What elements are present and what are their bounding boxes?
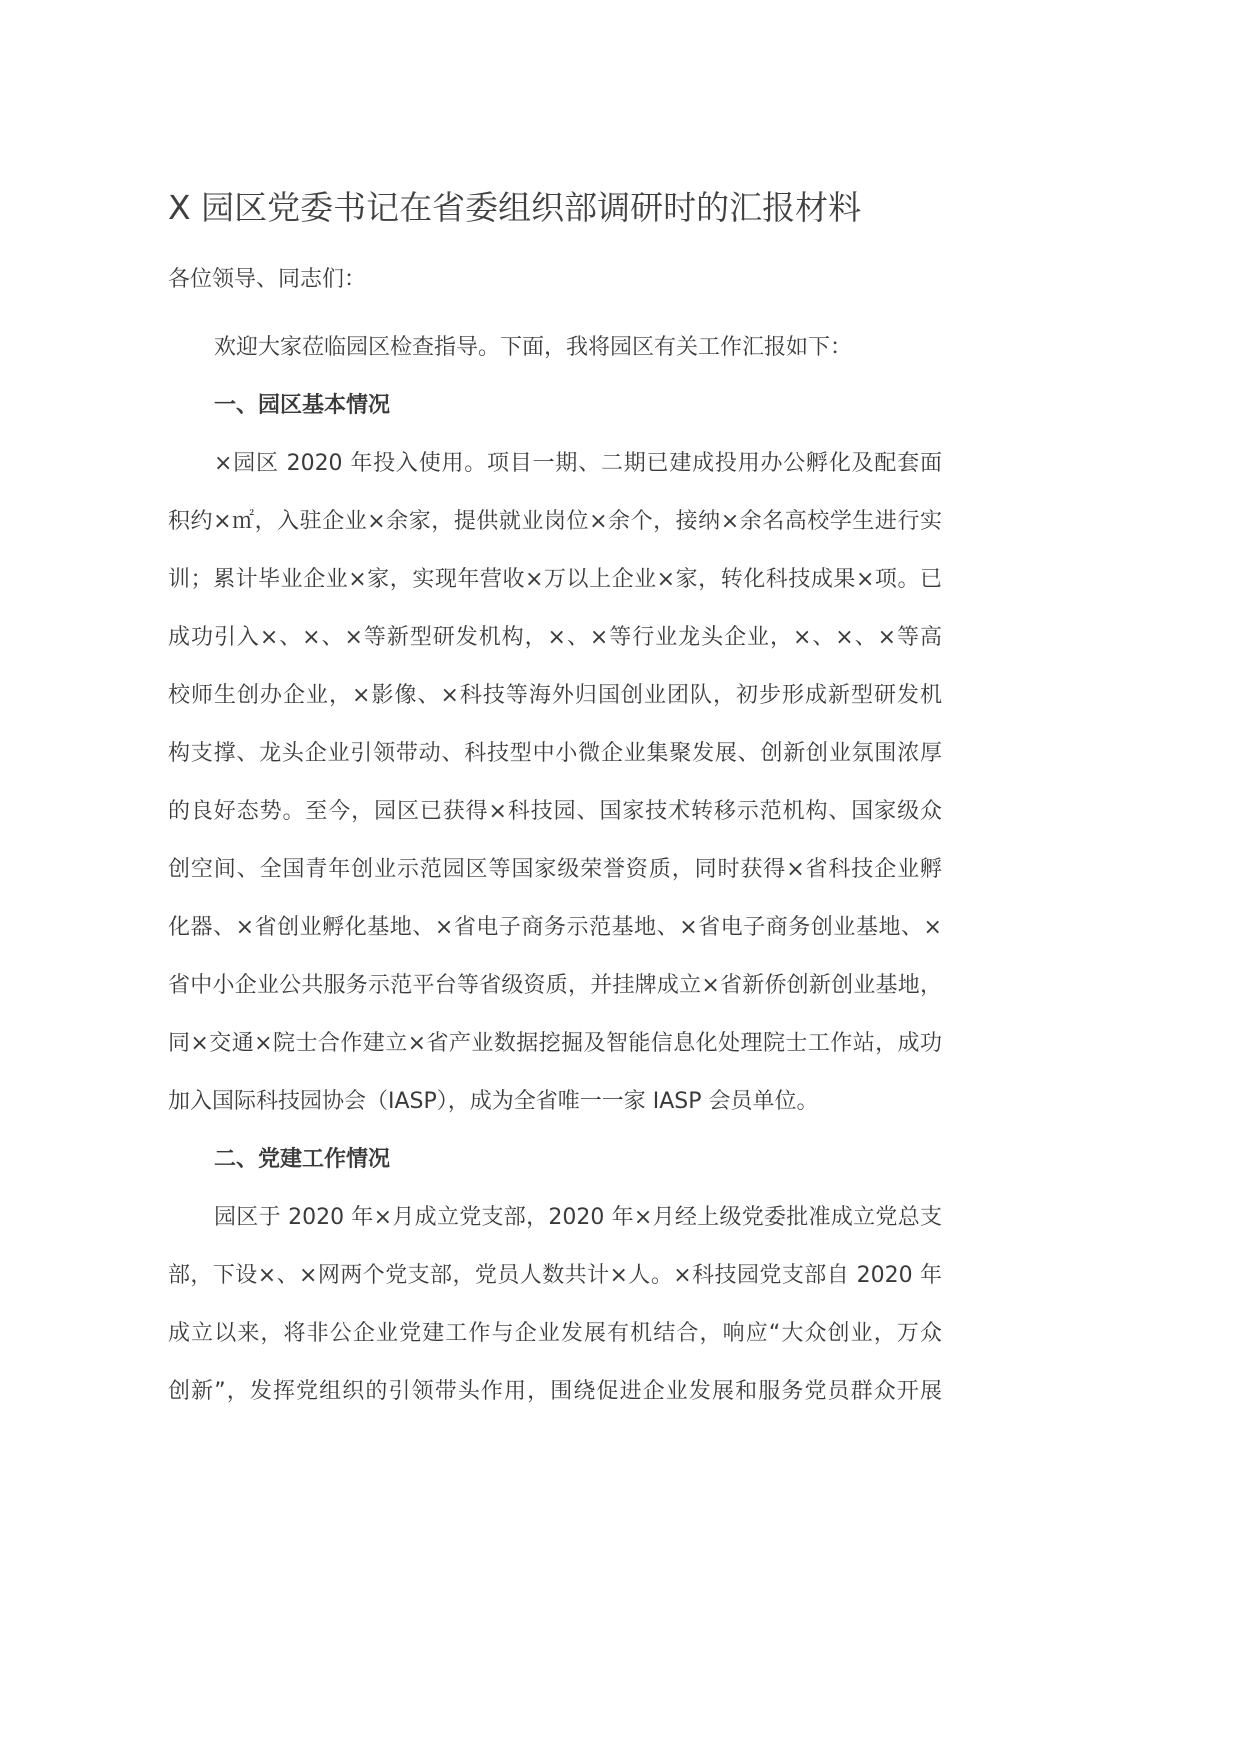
text-line: 加入国际科技园协会（IASP），成为全省唯一一家 IASP 会员单位。 — [168, 1089, 819, 1114]
text-line: 同×交通×院士合作建立×省产业数据挖掘及智能信息化处理院士工作站，成功 — [168, 1031, 942, 1056]
text-line: 构支撑、龙头企业引领带动、科技型中小微企业集聚发展、创新创业氛围浓厚 — [168, 741, 942, 766]
section-heading-2: 二、党建工作情况 — [214, 1147, 391, 1172]
text-line: 成功引入×、×、×等新型研发机构，×、×等行业龙头企业，×、×、×等高 — [168, 625, 942, 650]
text-line: 的良好态势。至今，园区已获得×科技园、国家技术转移示范机构、国家级众 — [168, 799, 942, 824]
text-line: ×园区 2020 年投入使用。项目一期、二期已建成投用办公孵化及配套面 — [214, 451, 942, 476]
text-line: 创新”，发挥党组织的引领带头作用，围绕促进企业发展和服务党员群众开展 — [168, 1379, 942, 1404]
text-line: 校师生创办企业，×影像、×科技等海外归国创业团队，初步形成新型研发机 — [168, 683, 942, 708]
text-line: 积约×㎡，入驻企业×余家，提供就业岗位×余个，接纳×余名高校学生进行实 — [168, 509, 942, 534]
greeting: 各位领导、同志们： — [168, 267, 367, 292]
text-line: 训；累计毕业企业×家，实现年营收×万以上企业×家，转化科技成果×项。已 — [168, 567, 942, 592]
text-line: 省中小企业公共服务示范平台等省级资质，并挂牌成立×省新侨创新创业基地， — [168, 973, 942, 998]
text-line: 部，下设×、×网两个党支部，党员人数共计×人。×科技园党支部自 2020 年 — [168, 1263, 942, 1288]
text-line: 化器、×省创业孵化基地、×省电子商务示范基地、×省电子商务创业基地、× — [168, 915, 942, 940]
text-line: 成立以来，将非公企业党建工作与企业发展有机结合，响应“大众创业，万众 — [168, 1321, 942, 1346]
text-line: 创空间、全国青年创业示范园区等国家级荣誉资质，同时获得×省科技企业孵 — [168, 857, 942, 882]
section-heading-1: 一、园区基本情况 — [214, 393, 391, 418]
intro-paragraph: 欢迎大家莅临园区检查指导。下面，我将园区有关工作汇报如下： — [214, 335, 853, 360]
document-title: X 园区党委书记在省委组织部调研时的汇报材料 — [168, 188, 862, 227]
text-line: 园区于 2020 年×月成立党支部，2020 年×月经上级党委批准成立党总支 — [214, 1205, 942, 1230]
